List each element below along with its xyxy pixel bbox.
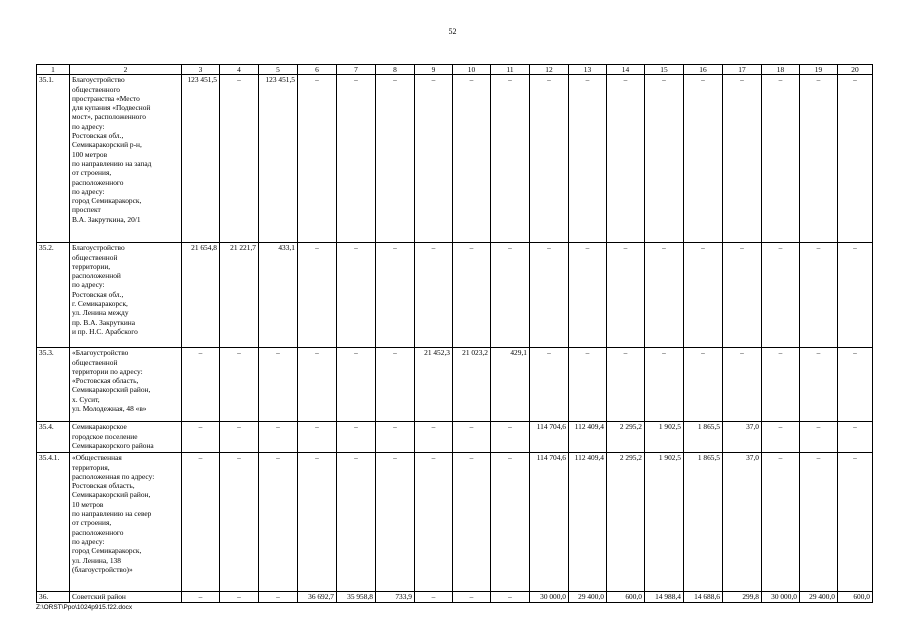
empty-value-cell: – [723,243,762,348]
value-cell: 21 023,2 [453,348,491,422]
empty-value-cell: – [298,453,337,592]
value-cell: 2 295,2 [607,453,645,592]
empty-value-cell: – [453,422,491,453]
column-number-cell: 8 [376,65,415,75]
value-cell: 14 688,6 [684,592,723,602]
value-cell: 114 704,6 [530,422,569,453]
column-number-cell: 10 [453,65,491,75]
value-cell: 21 221,7 [220,243,259,348]
empty-value-cell: – [259,348,298,422]
value-cell: 433,1 [259,243,298,348]
column-number-cell: 7 [337,65,376,75]
empty-value-cell: – [220,75,259,243]
empty-value-cell: – [298,243,337,348]
empty-value-cell: – [337,422,376,453]
value-cell: 1 865,5 [684,453,723,592]
empty-value-cell: – [800,243,838,348]
value-cell: 123 451,5 [259,75,298,243]
column-number-cell: 1 [37,65,70,75]
empty-value-cell: – [800,453,838,592]
empty-value-cell: – [415,453,453,592]
table-row [37,422,873,453]
value-cell: 2 295,2 [607,422,645,453]
value-cell: 429,1 [491,348,530,422]
value-cell: 35 958,8 [337,592,376,602]
empty-value-cell: – [337,243,376,348]
empty-value-cell: – [259,453,298,592]
empty-value-cell: – [800,422,838,453]
empty-value-cell: – [530,348,569,422]
column-number-cell: 13 [569,65,607,75]
empty-value-cell: – [415,422,453,453]
value-cell: 299,8 [723,592,762,602]
empty-value-cell: – [838,453,873,592]
empty-value-cell: – [723,75,762,243]
row-index-cell: 35.1. [37,75,70,243]
empty-value-cell: – [376,75,415,243]
empty-value-cell: – [491,243,530,348]
empty-value-cell: – [337,75,376,243]
row-index-cell: 35.2. [37,243,70,348]
data-table [36,64,873,603]
table-row [37,348,873,422]
value-cell: 37,0 [723,453,762,592]
empty-value-cell: – [607,348,645,422]
description-cell: Семикаракорское городское поселение Семикаракорского района [70,422,182,453]
value-cell: 36 692,7 [298,592,337,602]
value-cell: 37,0 [723,422,762,453]
empty-value-cell: – [723,348,762,422]
empty-value-cell: – [259,422,298,453]
empty-value-cell: – [530,75,569,243]
column-number-cell: 20 [838,65,873,75]
empty-value-cell: – [337,348,376,422]
value-cell: 1 902,5 [645,422,684,453]
table-row [37,75,873,243]
column-number-row [37,65,873,75]
description-cell: Благоустройство общественного пространства «Место для купания «Подвесной мост», расположенного по адресу: Ростовская обл., Семикаракорский р-н, 100 метров по направлению на запад от строения, расположенного по адресу: город Семикаракорск, проспект В.А. Закруткина, 20/1 [70,75,182,243]
empty-value-cell: – [530,243,569,348]
empty-value-cell: – [838,348,873,422]
empty-value-cell: – [684,75,723,243]
empty-value-cell: – [415,243,453,348]
file-path-footer: Z:\ORST\Ppo\1024p915.f22.docx [36,604,133,611]
empty-value-cell: – [220,453,259,592]
column-number-cell: 6 [298,65,337,75]
empty-value-cell: – [762,422,800,453]
row-index-cell: 35.4.1. [37,453,70,592]
empty-value-cell: – [182,348,220,422]
column-number-cell: 16 [684,65,723,75]
empty-value-cell: – [453,453,491,592]
row-index-cell: 36. [37,592,70,602]
empty-value-cell: – [376,243,415,348]
empty-value-cell: – [762,75,800,243]
empty-value-cell: – [569,243,607,348]
value-cell: 1 902,5 [645,453,684,592]
empty-value-cell: – [259,592,298,602]
column-number-cell: 15 [645,65,684,75]
empty-value-cell: – [762,453,800,592]
value-cell: 733,9 [376,592,415,602]
empty-value-cell: – [298,75,337,243]
empty-value-cell: – [838,422,873,453]
value-cell: 600,0 [838,592,873,602]
value-cell: 29 400,0 [800,592,838,602]
empty-value-cell: – [491,453,530,592]
description-cell: Советский район [70,592,182,602]
empty-value-cell: – [182,592,220,602]
value-cell: 112 409,4 [569,453,607,592]
value-cell: 14 988,4 [645,592,684,602]
empty-value-cell: – [182,453,220,592]
value-cell: 1 865,5 [684,422,723,453]
value-cell: 29 400,0 [569,592,607,602]
empty-value-cell: – [376,453,415,592]
empty-value-cell: – [607,75,645,243]
value-cell: 114 704,6 [530,453,569,592]
empty-value-cell: – [684,243,723,348]
empty-value-cell: – [453,243,491,348]
empty-value-cell: – [415,75,453,243]
column-number-cell: 19 [800,65,838,75]
empty-value-cell: – [491,592,530,602]
empty-value-cell: – [838,243,873,348]
empty-value-cell: – [607,243,645,348]
column-number-cell: 12 [530,65,569,75]
empty-value-cell: – [684,348,723,422]
empty-value-cell: – [491,75,530,243]
column-number-cell: 11 [491,65,530,75]
description-cell: «Общественная территория, расположенная по адресу: Ростовская область, Семикаракорский район, 10 метров по направлению на север от строения, расположенного по адресу: город Семикаракорск, ул. Ленина, 138 (благоустройство)» [70,453,182,592]
empty-value-cell: – [376,348,415,422]
empty-value-cell: – [800,75,838,243]
description-cell: «Благоустройство общественной территории по адресу: «Ростовская область, Семикаракорский район, х. Сусит, ул. Молодежная, 48 «в» [70,348,182,422]
empty-value-cell: – [415,592,453,602]
empty-value-cell: – [376,422,415,453]
column-number-cell: 18 [762,65,800,75]
empty-value-cell: – [298,422,337,453]
empty-value-cell: – [645,75,684,243]
value-cell: 30 000,0 [762,592,800,602]
empty-value-cell: – [220,348,259,422]
empty-value-cell: – [569,75,607,243]
value-cell: 21 654,8 [182,243,220,348]
column-number-cell: 5 [259,65,298,75]
column-number-cell: 2 [70,65,182,75]
empty-value-cell: – [453,75,491,243]
empty-value-cell: – [762,348,800,422]
value-cell: 112 409,4 [569,422,607,453]
value-cell: 123 451,5 [182,75,220,243]
column-number-cell: 4 [220,65,259,75]
empty-value-cell: – [491,422,530,453]
empty-value-cell: – [220,422,259,453]
empty-value-cell: – [337,453,376,592]
page-number: 52 [448,27,457,36]
column-number-cell: 9 [415,65,453,75]
empty-value-cell: – [800,348,838,422]
column-number-cell: 14 [607,65,645,75]
empty-value-cell: – [645,243,684,348]
value-cell: 21 452,3 [415,348,453,422]
empty-value-cell: – [182,422,220,453]
empty-value-cell: – [453,592,491,602]
table-row [37,243,873,348]
empty-value-cell: – [569,348,607,422]
row-index-cell: 35.3. [37,348,70,422]
table-row [37,592,873,602]
empty-value-cell: – [838,75,873,243]
empty-value-cell: – [220,592,259,602]
column-number-cell: 3 [182,65,220,75]
description-cell: Благоустройство общественной территории, расположенной по адресу: Ростовская обл., г. Семикаракорск, ул. Ленина между пр. В.А. Закруткина и пр. Н.С. Арабского [70,243,182,348]
value-cell: 30 000,0 [530,592,569,602]
empty-value-cell: – [645,348,684,422]
empty-value-cell: – [298,348,337,422]
value-cell: 600,0 [607,592,645,602]
row-index-cell: 35.4. [37,422,70,453]
empty-value-cell: – [762,243,800,348]
table-row [37,453,873,592]
column-number-cell: 17 [723,65,762,75]
